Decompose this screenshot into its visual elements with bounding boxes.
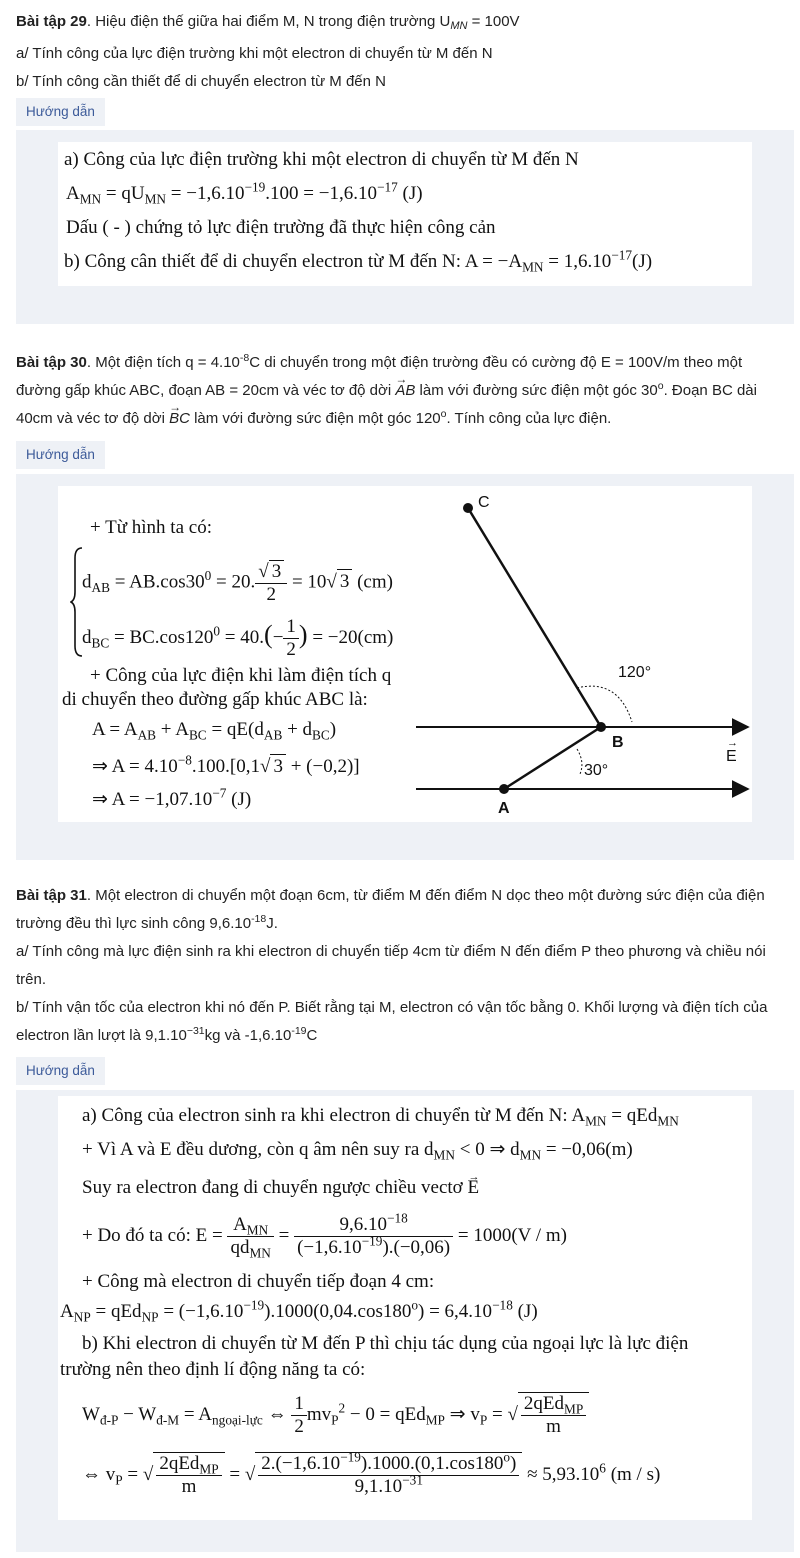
sol31-line-b2: trường nên theo định lí động năng ta có: bbox=[60, 1359, 366, 1380]
angle-arc-120 bbox=[577, 686, 632, 722]
sol31-direction: Suy ra electron đang di chuyển ngược chiều vectơ → E bbox=[82, 1176, 479, 1200]
solution-panel-30 bbox=[16, 474, 794, 860]
solution-panel-29 bbox=[16, 130, 794, 324]
label-e: → E bbox=[726, 748, 737, 766]
sol30-intro: + Từ hình ta có: bbox=[90, 517, 212, 538]
label-angle-120: 120° bbox=[618, 664, 652, 681]
exercise-29-question-b: b/ Tính công cần thiết để di chuyển electron từ M đến N bbox=[16, 73, 386, 90]
sol31-work-np: $A_{NP} = qEd_{NP} = (-1,6.10^{-19}).1000(0,04.\cos 180^o) = 6,4.10^{-18}$ (J) bbox=[60, 1297, 538, 1325]
label-b: B bbox=[612, 734, 624, 751]
sol30-work-intro2: di chuyển theo đường gấp khúc ABC là: bbox=[62, 689, 368, 710]
hint-tab-29[interactable]: Hướng dẫn bbox=[16, 98, 105, 126]
solution-image-30 bbox=[58, 486, 752, 822]
sol31-velocity: ⇔ $v_P$ = √ $\frac{2qEd_{MP}}{m}$ = √ $\frac{2.(-1,6.10^{-19}).1000.(0,1.\cos 180^o)}{9,1.10^{-31}}$ ≈ $5,93.10^6$ (m / s) bbox=[82, 1449, 661, 1497]
exercise-31-question-b: b/ Tính vận tốc của electron khi nó đến P. Biết rằng tại M, electron có vận tốc bằng 0. Khối lượng và điện tích của bbox=[16, 999, 768, 1016]
sol29-sign-note: Dấu ( - ) chứng tỏ lực điện trường đã thực hiện công cản bbox=[66, 217, 496, 238]
sol31-line-b: b) Khi electron di chuyển từ M đến P thì chịu tác dụng của ngoại lực là lực điện bbox=[82, 1333, 689, 1354]
sol29-line-a: a) Công của lực điện trường khi một electron di chuyển từ M đến N bbox=[64, 149, 579, 170]
point-b bbox=[596, 722, 606, 732]
exercise-31-text bbox=[16, 882, 792, 1050]
label-c: C bbox=[478, 494, 490, 511]
exercise-30-text bbox=[16, 349, 792, 433]
sol31-field-strength: + Do đó ta có: E = $\frac{A_{MN}}{qd_{MN}}$ = $\frac{9,6.10^{-18}}{(-1,6.10^{-19}).(-0,06)}$ = 1000(V / m) bbox=[82, 1210, 567, 1261]
solution-image-29 bbox=[58, 142, 752, 286]
exercise-29-text bbox=[16, 8, 792, 96]
exercise-30-line2: đường gấp khúc ABC, đoạn AB = 20cm và véc tơ độ dời → AB làm với đường sức điện một góc 30$^o$. Đoạn BC dài bbox=[16, 377, 792, 405]
sol30-result: ⇒ $A = -1,07.10^{-7}$ (J) bbox=[92, 785, 252, 810]
exercise-29-sub: MN bbox=[450, 20, 468, 32]
exercise-31-line2: trường đều thì lực sinh công $9,6.10^{-18}J$. bbox=[16, 913, 278, 932]
hint-tab-30[interactable]: Hướng dẫn bbox=[16, 441, 105, 469]
exercise-30-line3: 40cm và véc tơ độ dời → BC làm với đường sức điện một góc 120$^o$. Tính công của lực điện. bbox=[16, 405, 792, 433]
sol30-work-intro: + Công của lực điện khi làm điện tích q bbox=[90, 665, 392, 686]
point-c bbox=[463, 503, 473, 513]
exercise-29-question-a: a/ Tính công của lực điện trường khi một electron di chuyển từ M đến N bbox=[16, 45, 493, 62]
exercise-30-line1: . Một điện tích $q = 4.10^{-8}C$ di chuyển trong một điện trường đều có cường độ E = 100V/m theo một bbox=[86, 352, 743, 371]
solution-image-31 bbox=[58, 1096, 752, 1520]
exercise-31-question-a: a/ Tính công mà lực điện sinh ra khi electron di chuyển tiếp 4cm từ điểm N đến điểm P theo phương và chiều nói bbox=[16, 943, 766, 960]
sol30-formula-a: $A = A_{AB} + A_{BC} = qE(d_{AB} + d_{BC})$ bbox=[92, 719, 337, 743]
sol31-line-a: a) Công của electron sinh ra khi electron di chuyển từ M đến N: $A_{MN} = qEd_{MN}$ bbox=[82, 1105, 679, 1129]
exercise-29-number: Bài tập 29 bbox=[16, 13, 87, 30]
sol30-dbc: $d_{BC} = BC.\cos 120^0 = 40.(-$ $\frac{1}{2}$ ) = −20(cm) bbox=[82, 616, 394, 660]
sol31-sign: + Vì A và E đều dương, còn q âm nên suy ra $d_{MN} < 0$ ⇒ $d_{MN} = -0,06(m)$ bbox=[82, 1139, 633, 1163]
hint-tab-31[interactable]: Hướng dẫn bbox=[16, 1057, 105, 1085]
exercise-30-number: Bài tập 30 bbox=[16, 354, 87, 371]
label-a: A bbox=[498, 800, 510, 817]
segment-bc bbox=[468, 508, 601, 727]
exercise-31-question-a2: trên. bbox=[16, 971, 47, 988]
angle-arc-30 bbox=[577, 749, 582, 774]
solution-panel-31 bbox=[16, 1090, 794, 1552]
label-angle-30: 30° bbox=[584, 762, 609, 779]
field-diagram bbox=[58, 486, 752, 822]
sol30-dab: $d_{AB} = AB.\cos 30^0 = 20$. $\frac{√ 3}{2}$ = 10√ 3 (cm) bbox=[82, 561, 393, 605]
exercise-29-value: = 100V bbox=[467, 13, 520, 30]
exercise-31-question-b2: electron lần lượt là $9,1.10^{-31}kg$ và $-1,6.10^{-19}C$ bbox=[16, 1025, 318, 1044]
exercise-31-line1: . Một electron di chuyển một đoạn 6cm, từ điểm M đến điểm N dọc theo một đường sức điện của điện bbox=[86, 887, 765, 904]
point-a bbox=[499, 784, 509, 794]
sol31-energy: $W_{đ-P} - W_{đ-M} = A_{ngoại-lực}$ ⇔ $\frac{1}{2}$ $mv_P^2 - 0 = qEd_{MP}$ ⇒ $v_P$ = √ $\frac{2qEd_{MP}}{m}$ bbox=[82, 1392, 589, 1438]
exercise-29-line1: . Hiệu điện thế giữa hai điểm M, N trong điện trường U bbox=[86, 13, 451, 30]
sol30-formula-sub: ⇒ $A = 4.10^{-8}.100.[0,1√$ 3 + (−0,2)] bbox=[92, 752, 360, 777]
sol29-formula-amn: $A_{MN} = qU_{MN} = -1,6.10^{-19}.100 = -1,6.10^{-17}$ (J) bbox=[66, 179, 423, 207]
sol29-line-b: b) Công cân thiết để di chuyển electron từ M đến N: $A = -A_{MN} = 1,6.10^{-17}(J)$ bbox=[64, 247, 653, 275]
exercise-31-number: Bài tập 31 bbox=[16, 887, 87, 904]
sol31-work-np-intro: + Công mà electron di chuyển tiếp đoạn 4 cm: bbox=[82, 1271, 435, 1292]
